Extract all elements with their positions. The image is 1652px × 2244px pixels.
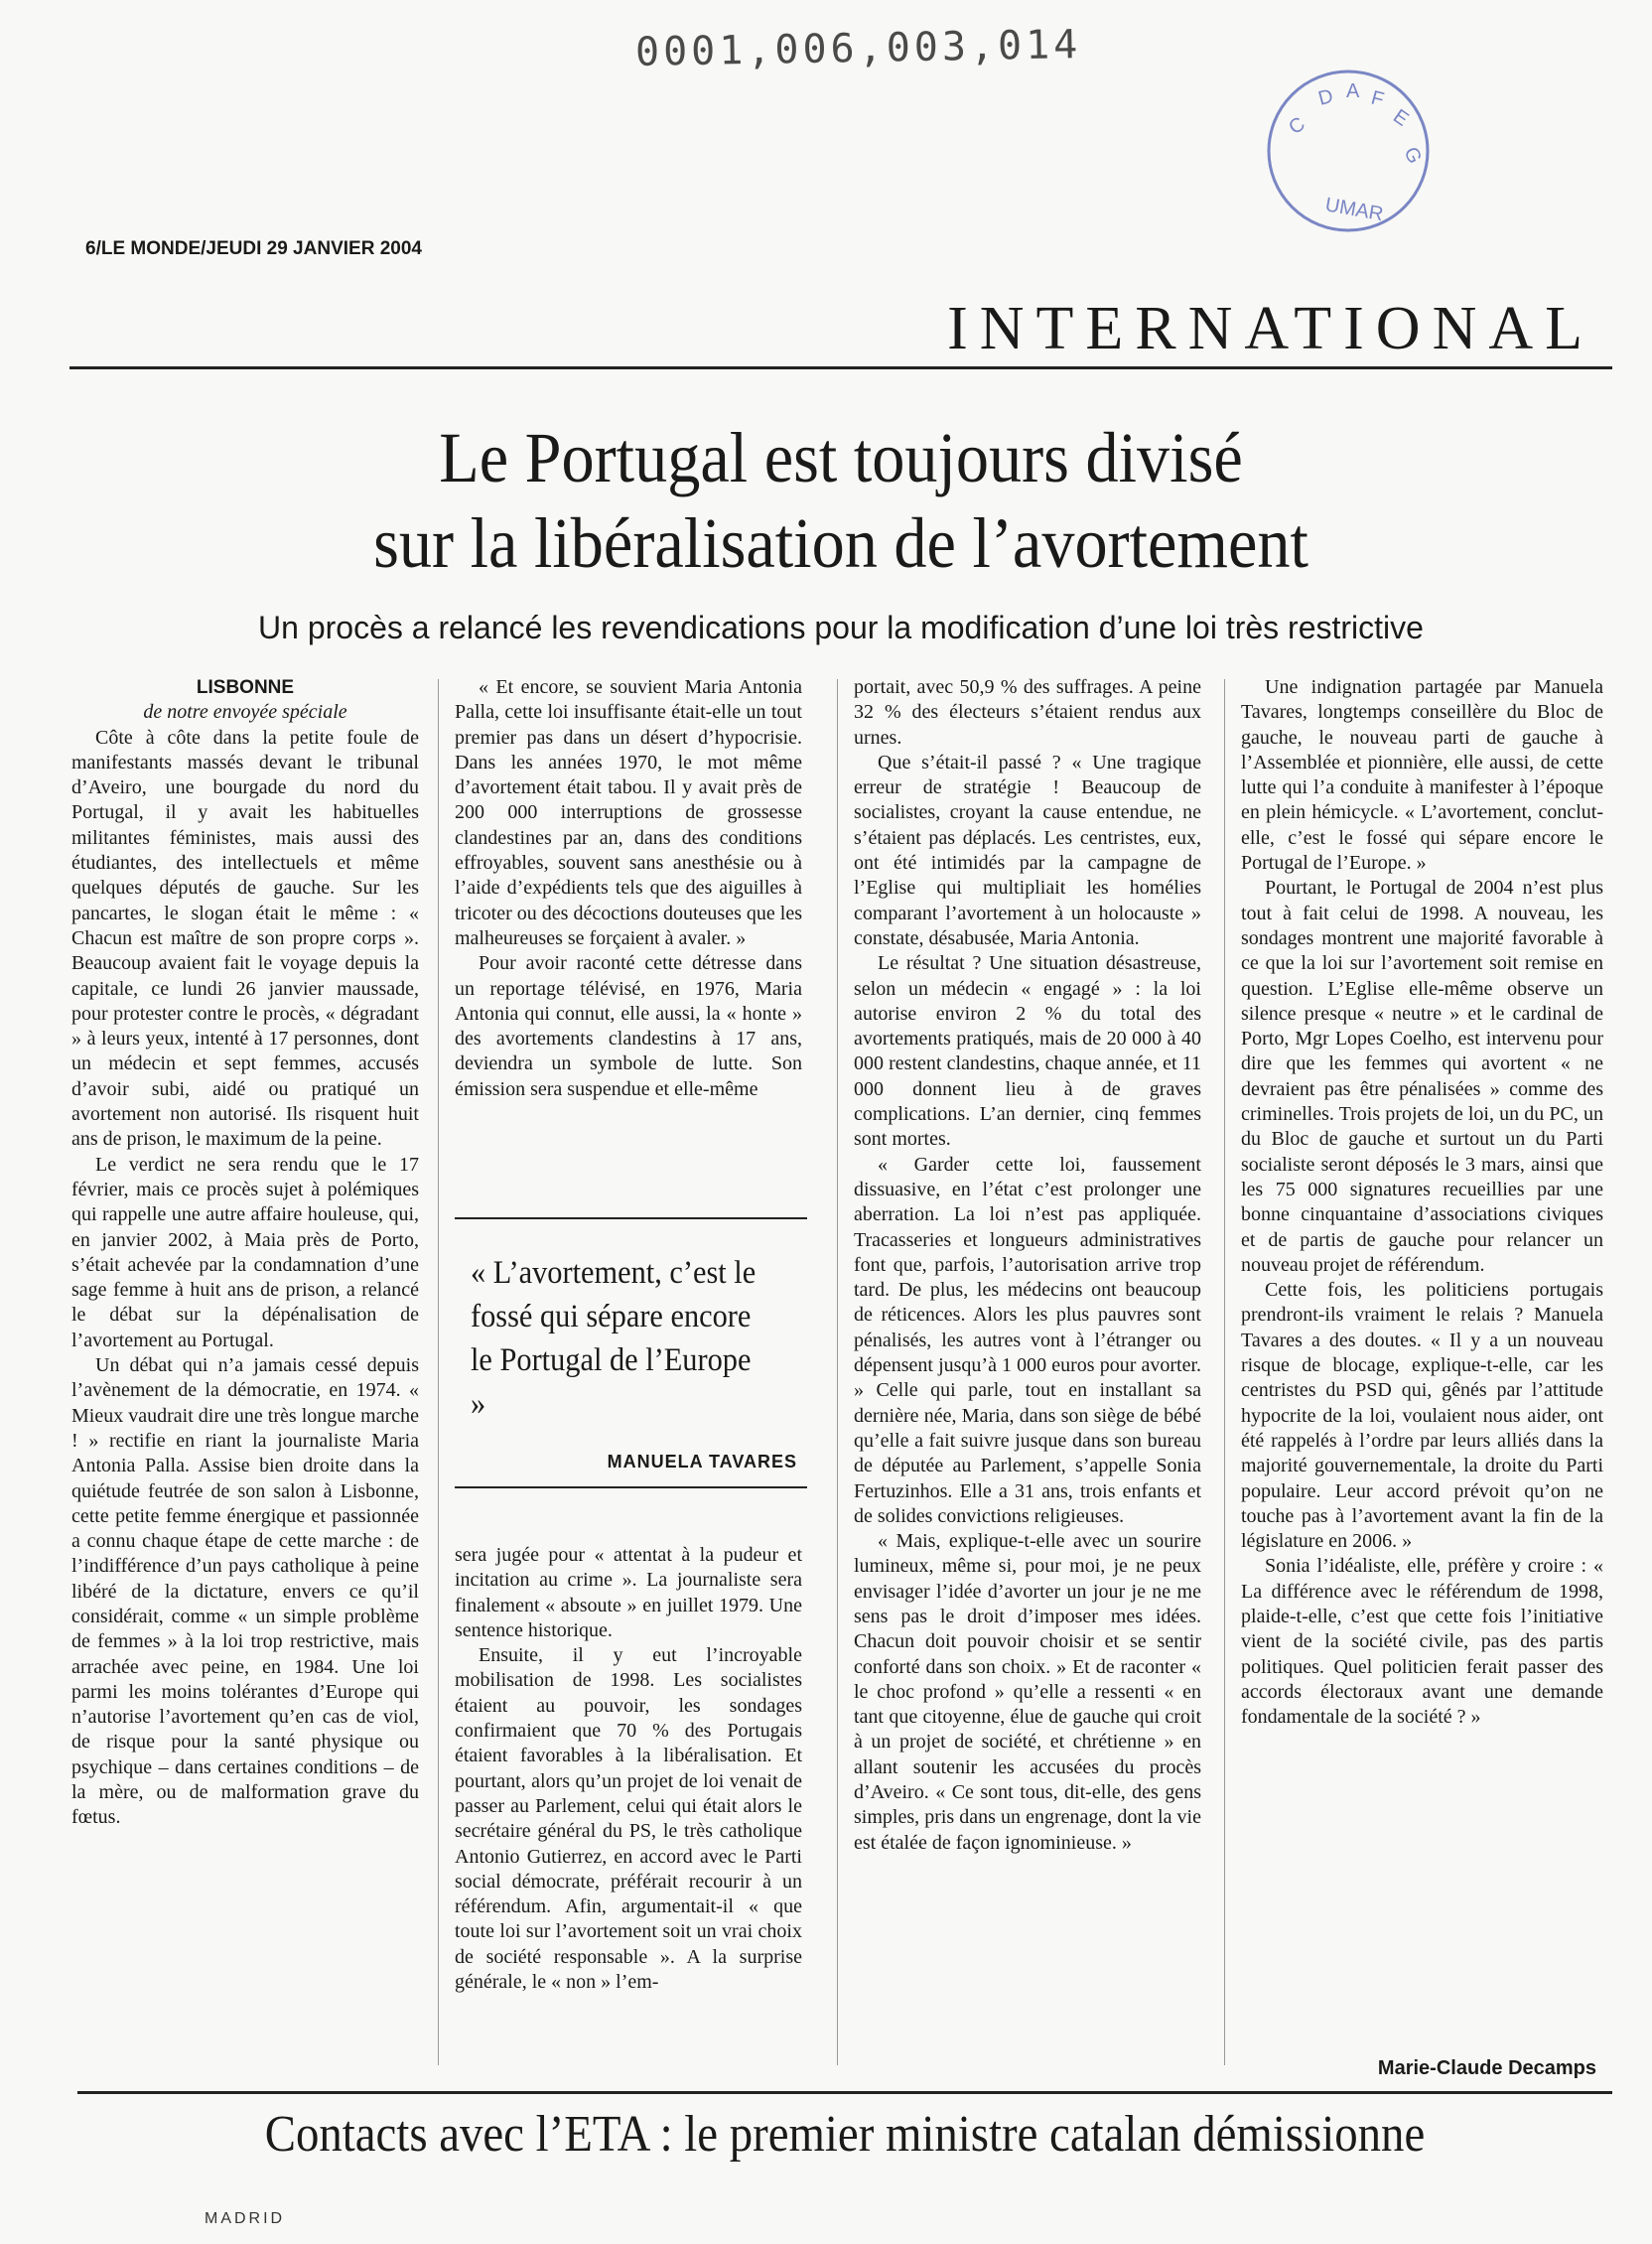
headline-line-2: sur la libéralisation de l’avortement bbox=[373, 503, 1308, 583]
column-divider bbox=[1224, 679, 1225, 2065]
paragraph: Le verdict ne sera rendu que le 17 février, mais ce procès sujet à polémiques qui rappelle une autre affaire houleuse, qui, en janvier 2002, à Maia près de Porto, s’était achevée par la condamnation d’une sage femme à huit ans de prison, a relancé le débat sur la dépénalisation de l’avortement au Portugal. bbox=[71, 1153, 419, 1351]
paragraph: Côte à côte dans la petite foule de manifestants massés devant le tribunal d’Aveiro, une bourgade du nord du Portugal, il y avait les habituelles militantes féministes, mais aussi des étudiantes, des intellectuels et même quelques députés de gauche. Sur les pancartes, le slogan était le même : « Chacun est maître de son propre corps ». Beaucoup avaient fait le voyage depuis la capitale, ce lundi 26 janvier maussade, pour protester contre le procès, « dégradant » à leurs yeux, intenté à 17 personnes, dont un médecin et sept femmes, accusés d’avoir subi, aidé ou pratiqué un avortement non autorisé. Ils risquent huit ans de prison, le maximum de la peine. bbox=[71, 726, 419, 1151]
paragraph: Pour avoir raconté cette détresse dans un reportage télévisé, en 1976, Maria Antonia qui connut, elle aussi, la « honte » des avortements clandestins à 17 ans, deviendra un symbole de lutte. Son émission sera suspendue et elle-même bbox=[455, 952, 802, 1100]
folio-line: 6/LE MONDE/JEUDI 29 JANVIER 2004 bbox=[85, 238, 422, 259]
headline-line-1: Le Portugal est toujours divisé bbox=[439, 418, 1243, 497]
svg-text:G: G bbox=[1399, 143, 1426, 168]
next-article-dateline: MADRID bbox=[205, 2210, 286, 2227]
correspondent-byline: de notre envoyée spéciale bbox=[143, 701, 347, 724]
svg-text:UMAR: UMAR bbox=[1323, 194, 1385, 226]
paragraph: Cette fois, les politiciens portugais prendront-ils vraiment le relais ? Manuela Tavares a des doutes. « Il y a un nouveau risque de blocage, explique-t-elle, car les centristes du PSD qui, gênés par l’attitude hypocrite de la loi, voulaient nous aider, ont été rappelés à l’ordre par leurs alliés dans la majorité gouvernementale, la droite du Parti populaire. Leur accord prévoit qu’on ne touche pas à l’avortement avant la fin de la législature en 2006. » bbox=[1241, 1279, 1603, 1553]
svg-text:E: E bbox=[1389, 105, 1413, 131]
archive-stamp-icon bbox=[1259, 62, 1438, 240]
dateline: LISBONNE bbox=[196, 677, 295, 698]
paragraph: Ensuite, il y eut l’incroyable mobilisation de 1998. Les socialistes étaient au pouvoir, les sondages confirmaient que 70 % des Portugais étaient favorables à la libéralisation. Et pourtant, alors qu’un projet de loi venait de passer au Parlement, celui qui était alors le secrétaire général du PS, le très catholique Antonio Gutierrez, en accord avec le Parti social démocrate, préférait recourir à un référendum. Afin, argumentait-il « que toute loi sur l’avortement soit un vrai choix de société responsable ». A la surprise générale, le « non » l’em- bbox=[455, 1644, 802, 1994]
paragraph: sera jugée pour « attentat à la pudeur et incitation au crime ». La journaliste sera finalement « absoute » en juillet 1979. Une sentence historique. bbox=[455, 1544, 802, 1641]
paragraph: Une indignation partagée par Manuela Tavares, longtemps conseillère du Bloc de gauche, le nouveau parti de gauche à l’Assemblée et pionnière, elle aussi, de cette lutte qui l’a conduite à manifester à l’époque en plein hémicycle. « L’avortement, conclut-elle, c’est le fossé qui sépare encore le Portugal de l’Europe. » bbox=[1241, 676, 1603, 875]
article-column-1 bbox=[71, 675, 419, 1831]
author-signature: Marie-Claude Decamps bbox=[1377, 2057, 1596, 2079]
article-end-rule bbox=[77, 2091, 1612, 2094]
article-column-4 bbox=[1241, 675, 1603, 1730]
pull-quote: « L’avortement, c’est le fossé qui sépare encore le Portugal de l’Europe » bbox=[471, 1255, 757, 1422]
paragraph: « Et encore, se souvient Maria Antonia Palla, cette loi insuffisante était-elle un tout premier pas dans un désert d’hypocrisie. Dans les années 1970, le mot même d’avortement était tabou. Il y avait près de 200 000 interruptions de grossesse clandestines par an, dans des conditions effroyables, souvent sans anesthésie ou à l’aide d’expédients tels que des aiguilles à tricoter ou des décoctions douteuses que les malheureuses se forçaient à avaler. » bbox=[455, 676, 802, 949]
pull-quote-box bbox=[455, 1217, 807, 1488]
paragraph: Sonia l’idéaliste, elle, préfère y croire : « La différence avec le référendum de 1998, plaide-t-elle, c’est que cette fois l’initiative vient de la société civile, pas des partis politiques. Quel politicien ferait passer des accords électoraux avant une demande fondamentale de la société ? » bbox=[1241, 1555, 1603, 1729]
svg-text:F: F bbox=[1368, 86, 1387, 111]
article-column-3 bbox=[854, 675, 1201, 1856]
svg-text:C: C bbox=[1285, 112, 1309, 140]
section-rubric: INTERNATIONAL bbox=[947, 295, 1594, 362]
paragraph: portait, avec 50,9 % des suffrages. A peine 32 % des électeurs s’étaient rendus aux urnes. bbox=[854, 676, 1201, 749]
paragraph: Un débat qui n’a jamais cessé depuis l’avènement de la démocratie, en 1974. « Mieux vaudrait dire une très longue marche ! » rectifie en riant la journaliste Maria Antonia Palla. Assise bien droite dans la quiétude feutrée de son salon à Lisbonne, cette petite femme énergique et passionnée a connu chaque étape de cette marche : de l’indifférence d’un pays catholique à peine libéré de la dictature, envers ce qu’il considérait, comme « un simple problème de femmes » à la loi trop restrictive, mais arrachée avec peine, en 1984. Une loi parmi les moins tolérantes d’Europe qui n’autorise l’avortement qu’en cas de viol, de risque pour la santé physique ou psychique – dans certaines conditions – de la mère, ou de malformation grave du fœtus. bbox=[71, 1354, 419, 1829]
column-divider bbox=[438, 679, 439, 2065]
article-headline bbox=[131, 415, 1551, 586]
next-article-headline: Contacts avec l’ETA : le premier ministre catalan démissionne bbox=[264, 2106, 1426, 2163]
svg-text:D: D bbox=[1315, 84, 1336, 110]
paragraph: « Garder cette loi, faussement dissuasive, en l’état c’est prolonger une aberration. La loi n’est pas appliquée. Tracasseries et longueurs administratives font que, parfois, l’autorisation arrive trop tard. De plus, les médecins ont beaucoup de réticences. Alors les plus pauvres sont pénalisés, les autres vont à l’étranger ou dépensent jusqu’à 1 000 euros pour avorter. » Celle qui parle, tout en installant sa dernière née, Maria, dans son siège de bébé qu’elle a fait suivre jusque dans son bureau de députée au Parlement, s’appelle Sonia Fertuzinhos. Elle a 31 ans, trois enfants et de solides convictions religieuses. bbox=[854, 1153, 1201, 1527]
paragraph: « Mais, explique-t-elle avec un sourire lumineux, même si, pour moi, je ne peux envisager l’idée d’avorter un jour je ne me sens pas le droit d’imposer mes idées. Chacun doit pouvoir choisir et se sentir conforté dans son choix. » Et de raconter « le choc profond » qu’elle a ressenti « en tant que citoyenne, élue de gauche qui croit à un projet de société, et chrétienne » en allant soutenir les accusées du procès d’Aveiro. « Ce sont tous, dit-elle, des gens simples, pris dans un engrenage, dont la vie est étalée de façon ignominieuse. » bbox=[854, 1530, 1201, 1854]
section-rule bbox=[69, 366, 1612, 369]
paragraph: Le résultat ? Une situation désastreuse, selon un médecin « engagé » : la loi autorise environ 2 % du total des avortements pratiqués, mais de 20 000 à 40 000 restent clandestins, chaque année, et 11 000 donnent lieu à de graves complications. L’an dernier, cinq femmes sont mortes. bbox=[854, 952, 1201, 1151]
archive-reference: 0001,006,003,014 bbox=[634, 22, 1082, 75]
paragraph: Que s’était-il passé ? « Une tragique erreur de stratégie ! Beaucoup de socialistes, croyant la cause entendue, ne s’étaient pas déplacés. Les centristes, eux, ont été intimidés par la campagne de l’Eglise qui multipliait les homélies comparant l’avortement à un holocauste » constate, désabusée, Maria Antonia. bbox=[854, 751, 1201, 949]
article-subheadline: Un procès a relancé les revendications pour la modification d’une loi très restrictive bbox=[258, 610, 1424, 645]
pull-quote-author: MANUELA TAVARES bbox=[607, 1452, 797, 1472]
column-divider bbox=[837, 679, 838, 2065]
article-column-2-top bbox=[455, 675, 802, 1102]
svg-text:A: A bbox=[1346, 80, 1360, 102]
paragraph: Pourtant, le Portugal de 2004 n’est plus tout à fait celui de 1998. A nouveau, les sondages montrent une majorité favorable à ce que la loi sur l’avortement soit remise en question. L’Eglise elle-même observe un silence presque « neutre » et le cardinal de Porto, Mgr Lopes Coelho, est intervenu pour dire que les femmes qui avortent « ne devraient pas être pénalisées » comme des criminelles. Trois projets de loi, un du PC, un du Bloc de gauche et surtout un du Parti socialiste seront déposés le 3 mars, ainsi que les 75 000 signatures recueillies par une bonne cinquantaine d’associations civiques et de partis de gauche pour relancer un nouveau projet de référendum. bbox=[1241, 877, 1603, 1276]
article-column-2-bottom bbox=[455, 1543, 802, 1995]
